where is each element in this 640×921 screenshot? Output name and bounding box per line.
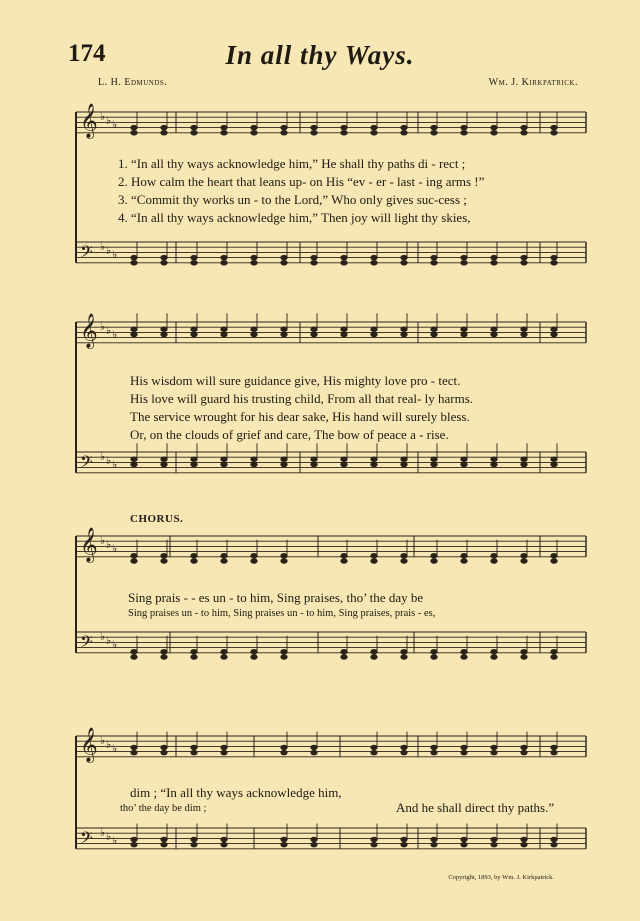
note-head	[161, 655, 167, 660]
note-head	[371, 553, 377, 558]
final-lyric-lower-b: And he shall direct thy paths.”	[396, 800, 555, 815]
note-head	[431, 457, 437, 462]
page-number: 174	[68, 40, 106, 67]
note-head	[551, 332, 557, 337]
note-head	[281, 327, 287, 332]
note-head	[401, 457, 407, 462]
flat-icon: ♭	[112, 743, 118, 756]
note-head	[401, 649, 407, 654]
note-head	[161, 842, 167, 847]
note-head	[221, 255, 227, 260]
note-head	[131, 553, 137, 558]
verse-line: 1. “In all thy ways acknowledge him,” He shall thy paths di - rect ;	[118, 156, 466, 171]
note-head	[251, 553, 257, 558]
note-head	[311, 131, 317, 136]
note-head	[401, 332, 407, 337]
note-head	[221, 462, 227, 467]
note-head	[281, 655, 287, 660]
note-head	[371, 462, 377, 467]
note-head	[341, 649, 347, 654]
note-head	[221, 327, 227, 332]
final-lyric-lower-a: tho’ the day be dim ;	[120, 803, 207, 814]
note-head	[491, 457, 497, 462]
note-head	[461, 559, 467, 564]
note-head	[341, 327, 347, 332]
note-head	[461, 457, 467, 462]
note-head	[131, 261, 137, 266]
note-head	[401, 745, 407, 750]
bass-clef-icon: 𝄢	[80, 827, 93, 852]
note-head	[281, 842, 287, 847]
note-head	[221, 837, 227, 842]
flat-icon: ♭	[112, 639, 118, 652]
note-head	[221, 842, 227, 847]
note-head	[191, 462, 197, 467]
note-head	[431, 553, 437, 558]
note-head	[491, 649, 497, 654]
note-head	[341, 255, 347, 260]
note-head	[311, 327, 317, 332]
note-head	[401, 125, 407, 130]
flat-icon: ♭	[112, 329, 118, 342]
verse-line: 4. “In all thy ways acknowledge him,” Then joy will light thy skies,	[118, 210, 471, 225]
note-head	[341, 125, 347, 130]
note-head	[371, 745, 377, 750]
note-head	[551, 837, 557, 842]
note-head	[311, 745, 317, 750]
note-head	[491, 261, 497, 266]
note-head	[491, 655, 497, 660]
note-head	[521, 457, 527, 462]
note-head	[281, 255, 287, 260]
note-head	[491, 125, 497, 130]
note-head	[521, 745, 527, 750]
note-head	[191, 255, 197, 260]
note-head	[431, 125, 437, 130]
note-head	[401, 553, 407, 558]
note-head	[401, 327, 407, 332]
note-head	[221, 553, 227, 558]
note-head	[461, 655, 467, 660]
note-head	[281, 745, 287, 750]
note-head	[131, 255, 137, 260]
note-head	[311, 255, 317, 260]
flat-icon: ♭	[100, 320, 106, 333]
note-head	[161, 553, 167, 558]
note-head	[551, 261, 557, 266]
note-head	[221, 261, 227, 266]
note-head	[341, 457, 347, 462]
note-head	[551, 462, 557, 467]
flat-icon: ♭	[112, 119, 118, 132]
note-head	[371, 842, 377, 847]
note-head	[551, 131, 557, 136]
note-head	[221, 745, 227, 750]
note-head	[221, 125, 227, 130]
note-head	[281, 462, 287, 467]
note-head	[521, 842, 527, 847]
note-head	[341, 462, 347, 467]
note-head	[521, 655, 527, 660]
verse-line: 2. How calm the heart that leans up- on His “ev - er - last - ing arms !”	[118, 174, 485, 189]
note-head	[191, 655, 197, 660]
note-head	[131, 750, 137, 755]
note-head	[491, 842, 497, 847]
note-head	[461, 332, 467, 337]
note-head	[251, 649, 257, 654]
note-head	[281, 457, 287, 462]
flat-icon: ♭	[106, 324, 112, 337]
note-head	[371, 457, 377, 462]
chorus-lyric-lower: Sing praises un - to him, Sing praises un - to him, Sing praises, prais - es,	[128, 608, 436, 619]
note-head	[311, 837, 317, 842]
note-head	[221, 559, 227, 564]
note-head	[191, 750, 197, 755]
note-head	[461, 327, 467, 332]
chorus-lyric-upper: Sing prais - - es un - to him, Sing praises, tho’ the day be	[128, 590, 424, 605]
note-head	[551, 327, 557, 332]
note-head	[401, 655, 407, 660]
copyright-notice: Copyright, 1893, by Wm. J. Kirkpatrick.	[448, 874, 554, 881]
flat-icon: ♭	[106, 454, 112, 467]
note-head	[401, 131, 407, 136]
note-head	[251, 462, 257, 467]
note-head	[281, 261, 287, 266]
note-head	[491, 332, 497, 337]
note-head	[431, 327, 437, 332]
note-head	[491, 255, 497, 260]
note-head	[191, 842, 197, 847]
note-head	[161, 745, 167, 750]
composer-credit: Wm. J. Kirkpatrick.	[488, 77, 578, 88]
note-head	[431, 255, 437, 260]
note-head	[191, 131, 197, 136]
note-head	[371, 131, 377, 136]
flat-icon: ♭	[106, 244, 112, 257]
note-head	[431, 261, 437, 266]
note-head	[431, 649, 437, 654]
verse-line: The service wrought for his dear sake, His hand will surely bless.	[130, 409, 470, 424]
note-head	[521, 837, 527, 842]
note-head	[341, 655, 347, 660]
note-head	[221, 750, 227, 755]
note-head	[401, 837, 407, 842]
note-head	[461, 125, 467, 130]
bass-clef-icon: 𝄢	[80, 631, 93, 656]
note-head	[281, 649, 287, 654]
note-head	[551, 125, 557, 130]
note-head	[551, 750, 557, 755]
flat-icon: ♭	[100, 240, 106, 253]
note-head	[161, 327, 167, 332]
note-head	[161, 649, 167, 654]
note-head	[521, 559, 527, 564]
note-head	[521, 125, 527, 130]
note-head	[491, 553, 497, 558]
note-head	[431, 332, 437, 337]
note-head	[311, 750, 317, 755]
note-head	[431, 462, 437, 467]
note-head	[131, 559, 137, 564]
note-head	[281, 125, 287, 130]
note-head	[281, 553, 287, 558]
note-head	[341, 332, 347, 337]
note-head	[491, 750, 497, 755]
note-head	[521, 649, 527, 654]
note-head	[461, 842, 467, 847]
note-head	[191, 261, 197, 266]
treble-clef-icon: 𝄞	[80, 727, 98, 763]
note-head	[251, 327, 257, 332]
note-head	[281, 332, 287, 337]
note-head	[221, 332, 227, 337]
note-head	[281, 837, 287, 842]
note-head	[161, 837, 167, 842]
note-head	[161, 457, 167, 462]
note-head	[431, 655, 437, 660]
note-head	[491, 327, 497, 332]
note-head	[371, 125, 377, 130]
note-head	[521, 332, 527, 337]
note-head	[191, 125, 197, 130]
note-head	[251, 125, 257, 130]
author-credit: L. H. Edmunds.	[98, 77, 168, 88]
note-head	[431, 750, 437, 755]
note-head	[131, 842, 137, 847]
note-head	[161, 750, 167, 755]
note-head	[311, 332, 317, 337]
note-head	[191, 559, 197, 564]
flat-icon: ♭	[100, 630, 106, 643]
note-head	[461, 745, 467, 750]
flat-icon: ♭	[112, 835, 118, 848]
note-head	[161, 131, 167, 136]
note-head	[521, 553, 527, 558]
note-head	[311, 462, 317, 467]
note-head	[191, 457, 197, 462]
note-head	[131, 655, 137, 660]
note-head	[161, 559, 167, 564]
note-head	[401, 842, 407, 847]
note-head	[251, 655, 257, 660]
note-head	[551, 655, 557, 660]
note-head	[491, 462, 497, 467]
note-head	[221, 655, 227, 660]
note-head	[191, 649, 197, 654]
hymn-title: In all thy Ways.	[225, 40, 415, 70]
note-head	[341, 553, 347, 558]
flat-icon: ♭	[100, 110, 106, 123]
flat-icon: ♭	[106, 830, 112, 843]
note-head	[251, 261, 257, 266]
note-head	[371, 261, 377, 266]
note-head	[401, 255, 407, 260]
note-head	[521, 261, 527, 266]
flat-icon: ♭	[100, 450, 106, 463]
note-head	[551, 649, 557, 654]
note-head	[431, 745, 437, 750]
note-head	[131, 131, 137, 136]
note-head	[311, 261, 317, 266]
note-head	[371, 837, 377, 842]
note-head	[191, 837, 197, 842]
note-head	[371, 332, 377, 337]
note-head	[461, 553, 467, 558]
treble-clef-icon: 𝄞	[80, 527, 98, 563]
note-head	[491, 131, 497, 136]
note-head	[191, 332, 197, 337]
flat-icon: ♭	[106, 114, 112, 127]
note-head	[461, 261, 467, 266]
note-head	[221, 131, 227, 136]
note-head	[251, 332, 257, 337]
note-head	[521, 255, 527, 260]
note-head	[191, 327, 197, 332]
note-head	[521, 462, 527, 467]
verse-line: 3. “Commit thy works un - to the Lord,” Who only gives suc-cess ;	[118, 192, 467, 207]
note-head	[431, 559, 437, 564]
note-head	[551, 745, 557, 750]
flat-icon: ♭	[112, 459, 118, 472]
note-head	[551, 457, 557, 462]
note-head	[401, 261, 407, 266]
note-head	[131, 649, 137, 654]
note-head	[311, 457, 317, 462]
note-head	[281, 750, 287, 755]
note-head	[251, 255, 257, 260]
note-head	[371, 649, 377, 654]
flat-icon: ♭	[100, 826, 106, 839]
note-head	[431, 837, 437, 842]
note-head	[371, 327, 377, 332]
note-head	[131, 745, 137, 750]
note-head	[191, 553, 197, 558]
flat-icon: ♭	[112, 249, 118, 262]
note-head	[401, 750, 407, 755]
bass-clef-icon: 𝄢	[80, 451, 93, 476]
note-head	[521, 327, 527, 332]
note-head	[161, 125, 167, 130]
verse-line: His wisdom will sure guidance give, His mighty love pro - tect.	[130, 373, 461, 388]
note-head	[371, 559, 377, 564]
verse-line: His love will guard his trusting child, From all that real- ly harms.	[130, 391, 474, 406]
note-head	[131, 327, 137, 332]
note-head	[341, 559, 347, 564]
flat-icon: ♭	[106, 738, 112, 751]
flat-icon: ♭	[106, 634, 112, 647]
note-head	[491, 837, 497, 842]
note-head	[551, 255, 557, 260]
note-head	[251, 131, 257, 136]
treble-clef-icon: 𝄞	[80, 103, 98, 139]
note-head	[461, 649, 467, 654]
verse-line: Or, on the clouds of grief and care, The bow of peace a - rise.	[130, 427, 449, 442]
note-head	[461, 750, 467, 755]
note-head	[131, 837, 137, 842]
note-head	[191, 745, 197, 750]
note-head	[251, 559, 257, 564]
flat-icon: ♭	[112, 543, 118, 556]
flat-icon: ♭	[106, 538, 112, 551]
flat-icon: ♭	[100, 734, 106, 747]
note-head	[461, 131, 467, 136]
note-head	[251, 457, 257, 462]
note-head	[431, 131, 437, 136]
note-head	[311, 842, 317, 847]
flat-icon: ♭	[100, 534, 106, 547]
note-head	[371, 655, 377, 660]
note-head	[491, 745, 497, 750]
note-head	[461, 462, 467, 467]
note-head	[341, 131, 347, 136]
note-head	[371, 750, 377, 755]
chorus-label: CHORUS.	[130, 513, 184, 525]
note-head	[461, 837, 467, 842]
note-head	[131, 332, 137, 337]
note-head	[281, 131, 287, 136]
note-head	[491, 559, 497, 564]
note-head	[521, 131, 527, 136]
note-head	[461, 255, 467, 260]
note-head	[161, 462, 167, 467]
note-head	[131, 457, 137, 462]
note-head	[521, 750, 527, 755]
note-head	[401, 559, 407, 564]
note-head	[131, 125, 137, 130]
note-head	[221, 649, 227, 654]
note-head	[371, 255, 377, 260]
note-head	[551, 559, 557, 564]
note-head	[431, 842, 437, 847]
note-head	[221, 457, 227, 462]
note-head	[161, 255, 167, 260]
bass-clef-icon: 𝄢	[80, 241, 93, 266]
treble-clef-icon: 𝄞	[80, 313, 98, 349]
note-head	[551, 553, 557, 558]
note-head	[311, 125, 317, 130]
note-head	[401, 462, 407, 467]
note-head	[551, 842, 557, 847]
note-head	[161, 261, 167, 266]
note-head	[161, 332, 167, 337]
note-head	[341, 261, 347, 266]
note-head	[131, 462, 137, 467]
note-head	[281, 559, 287, 564]
final-lyric-upper: dim ; “In all thy ways acknowledge him,	[130, 785, 342, 800]
